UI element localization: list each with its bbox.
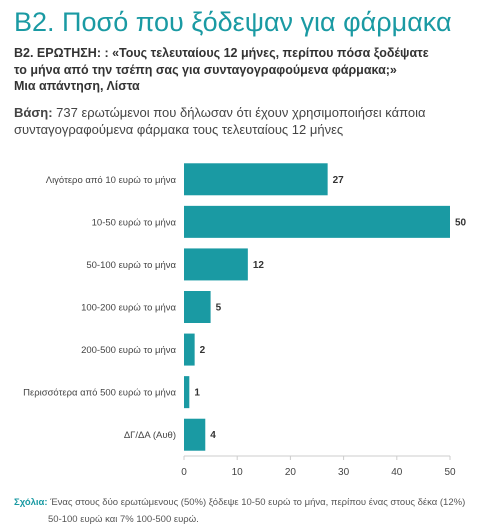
category-label: Λιγότερο από 10 ευρώ το μήνα (45, 174, 176, 186)
question-line-3: Μια απάντηση, Λίστα (14, 79, 140, 93)
bar (184, 376, 189, 408)
note-line-2: 50-100 ευρώ και 7% 100-500 ευρώ. (48, 514, 199, 525)
note-text-1: Ένας στους δύο ερωτώμενους (50%) ξόδεψε 10-50 ευρώ το μήνα, περίπου ένας στους δέκα (12%) (47, 497, 466, 508)
bar (184, 163, 328, 195)
data-label: 1 (194, 387, 200, 399)
question-text (14, 45, 469, 95)
note-text (14, 494, 469, 528)
note-line-1 (14, 494, 469, 511)
bar-chart (0, 150, 477, 486)
data-label: 5 (215, 302, 222, 314)
data-label: 27 (332, 174, 344, 186)
x-tick-label: 10 (231, 467, 243, 478)
category-label: 50-100 ευρώ το μήνα (86, 259, 176, 271)
bar (184, 291, 211, 323)
data-label: 2 (199, 345, 206, 357)
note-label: Σχόλια: (14, 497, 48, 508)
category-label: Περισσότερα από 500 ευρώ το μήνα (23, 387, 176, 399)
x-tick-label: 50 (444, 467, 456, 478)
bar (184, 419, 205, 451)
base-text (14, 104, 469, 138)
category-label: 10-50 ευρώ το μήνα (91, 217, 176, 229)
base-text-1: 737 ερωτώμενοι που δήλωσαν ότι έχουν χρησιμοποιήσει κάποια (52, 105, 426, 120)
base-line-2: συνταγογραφούμενα φάρμακα τους τελευταίους 12 μήνες (14, 122, 344, 137)
bar (184, 334, 195, 366)
category-label: ΔΓ/ΔΑ (Αυθ) (123, 430, 176, 442)
data-label: 4 (210, 430, 216, 442)
base-label: Βάση: (14, 105, 53, 120)
data-label: 50 (455, 217, 467, 229)
question-line-2: το μήνα από την τσέπη σας για συνταγογραφούμενα φάρμακα;» (14, 62, 397, 77)
base-line-1 (14, 104, 469, 121)
category-label: 100-200 ευρώ το μήνα (81, 302, 176, 314)
x-tick-label: 20 (284, 467, 296, 478)
x-tick-label: 0 (181, 467, 187, 478)
x-tick-label: 40 (391, 467, 403, 478)
bar (184, 206, 450, 238)
x-tick-label: 30 (338, 467, 350, 478)
page-title: B2. Ποσό που ξόδεψαν για φάρμακα (14, 7, 452, 37)
question-line-1: B2. ΕΡΩΤΗΣΗ: : «Τους τελευταίους 12 μήνες, περίπου πόσα ξοδέψατε (14, 46, 429, 60)
data-label: 12 (252, 259, 264, 271)
bar (184, 248, 248, 280)
category-label: 200-500 ευρώ το μήνα (81, 345, 176, 357)
